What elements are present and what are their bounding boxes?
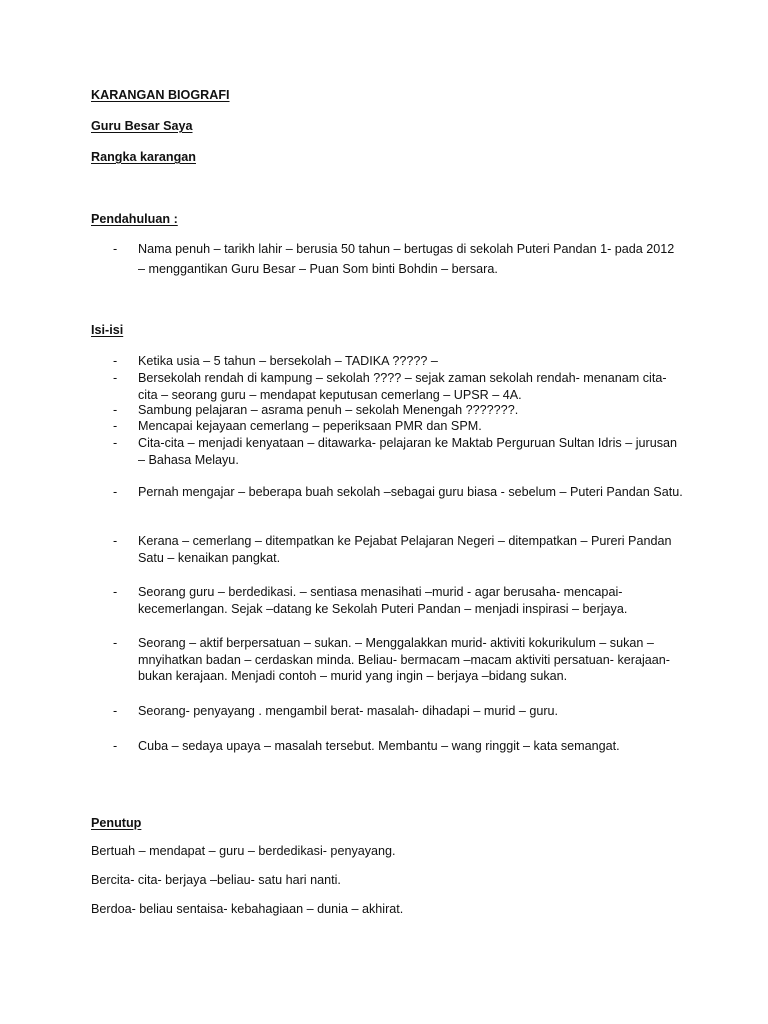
body-item-text: Seorang – aktif berpersatuan – sukan. – Menggalakkan murid- aktiviti kokurikulum – sukan – mnyihatkan badan – cerdaskan minda. Beliau- bermacam –macam aktiviti persatuan- kerajaan- bukan kerajaan. Menjadi contoh – murid yang ingin – berjaya –bidang sukan. xyxy=(138,636,670,683)
body-item-text: Kerana – cemerlang – ditempatkan ke Pejabat Pelajaran Negeri – ditempatkan – Pureri Pandan Satu – kenaikan pangkat. xyxy=(138,534,672,565)
body-heading: Isi-isi xyxy=(91,323,124,337)
body-item-text: Cuba – sedaya upaya – masalah tersebut. Membantu – wang ringgit – kata semangat. xyxy=(138,739,620,753)
body-item-text: Bersekolah rendah di kampung – sekolah ???? – sejak zaman sekolah rendah- menanam cita-cita – seorang guru – mendapat keputusan cemerlang – UPSR – 4A. xyxy=(138,371,667,402)
closing-paragraph: Bertuah – mendapat – guru – berdedikasi- penyayang. xyxy=(91,844,396,858)
body-item-text: Seorang- penyayang . mengambil berat- masalah- dihadapi – murid – guru. xyxy=(138,704,559,718)
document-title: KARANGAN BIOGRAFI xyxy=(91,88,230,102)
document-subtitle: Guru Besar Saya xyxy=(91,119,193,133)
bullet-dash: - xyxy=(113,419,118,433)
body-item-text: Mencapai kejayaan cemerlang – peperiksaan PMR dan SPM. xyxy=(138,419,482,433)
bullet-dash: - xyxy=(113,739,118,753)
bullet-dash: - xyxy=(113,371,118,385)
bullet-dash: - xyxy=(113,242,118,256)
intro-item-text: Nama penuh – tarikh lahir – berusia 50 tahun – bertugas di sekolah Puteri Pandan 1- pada 2012 – menggantikan Guru Besar – Puan Som binti Bohdin – bersara. xyxy=(138,242,675,276)
intro-heading: Pendahuluan : xyxy=(91,212,178,226)
bullet-dash: - xyxy=(113,485,118,499)
body-item-text: Sambung pelajaran – asrama penuh – sekolah Menengah ???????. xyxy=(138,403,519,417)
outline-label: Rangka karangan xyxy=(91,150,196,164)
body-item-text: Pernah mengajar – beberapa buah sekolah –sebagai guru biasa - sebelum – Puteri Pandan Satu. xyxy=(138,485,683,499)
bullet-dash: - xyxy=(113,403,118,417)
bullet-dash: - xyxy=(113,704,118,718)
closing-paragraph: Bercita- cita- berjaya –beliau- satu hari nanti. xyxy=(91,873,341,887)
bullet-dash: - xyxy=(113,354,118,368)
bullet-dash: - xyxy=(113,636,118,650)
bullet-dash: - xyxy=(113,436,118,450)
bullet-dash: - xyxy=(113,585,118,599)
body-item-text: Seorang guru – berdedikasi. – sentiasa menasihati –murid - agar berusaha- mencapai- kecemerlangan. Sejak –datang ke Sekolah Puteri Pandan – menjadi inspirasi – berjaya. xyxy=(138,585,628,616)
body-item-text: Ketika usia – 5 tahun – bersekolah – TADIKA ????? – xyxy=(138,354,438,368)
closing-paragraph: Berdoa- beliau sentaisa- kebahagiaan – dunia – akhirat. xyxy=(91,902,404,916)
bullet-dash: - xyxy=(113,534,118,548)
body-item-text: Cita-cita – menjadi kenyataan – ditawarka- pelajaran ke Maktab Perguruan Sultan Idris – jurusan – Bahasa Melayu. xyxy=(138,436,678,467)
closing-heading: Penutup xyxy=(91,816,142,830)
